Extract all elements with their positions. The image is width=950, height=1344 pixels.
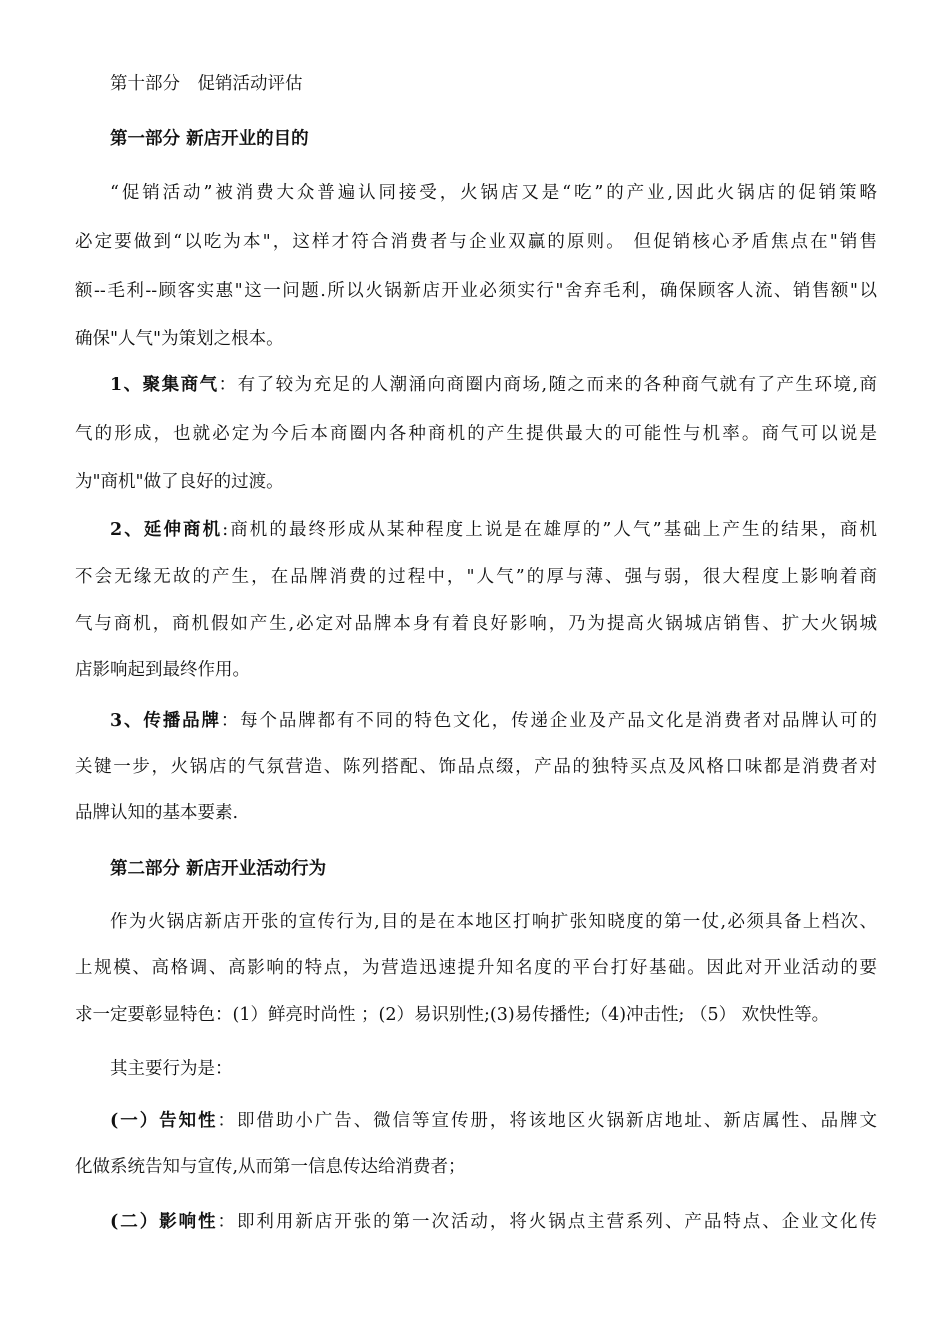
intro-line-1: “促销活动”被消费大众普遍认同接受，火锅店又是“吃”的产业,因此火锅店的促销策略 [110,183,877,203]
intro-line-2: 必定要做到“以吃为本"，这样才符合消费者与企业双赢的原则。 但促销核心矛盾焦点在"销售 [75,232,877,252]
part2-line-1: 作为火锅店新店开张的宣传行为,目的是在本地区打响扩张知晓度的第一仗,必须具备上档次、 [110,912,877,932]
part2-heading: 第二部分 新店开业活动行为 [110,859,327,879]
action1-line-1 [110,1109,877,1133]
part2-line-3: 求一定要彰显特色：(1）鲜亮时尚性 ；(2）易识别性;(3)易传播性;（4)冲击性; （5） 欢快性等。 [75,1005,830,1025]
item2-line-2: 不会无缘无故的产生，在品牌消费的过程中，"人气”的厚与薄、强与弱，很大程度上影响着商 [75,567,877,587]
item2-line-4: 店影响起到最终作用。 [75,660,250,680]
intro-line-3: 额--毛利--顾客实惠"这一问题.所以火锅新店开业必须实行"舍弃毛利，确保顾客人流、销售额"以 [75,281,877,301]
intro-line-4: 确保"人气"为策划之根本。 [75,329,284,349]
item1-label: 1、聚集商气 [110,375,219,395]
item1-text-1: ：有了较为充足的人潮涌向商圈内商场,随之而来的各种商气就有了产生环境,商 [218,375,877,395]
part2-line-2: 上规模、高格调、高影响的特点，为营造迅速提升知名度的平台打好基础。因此对开业活动的要 [75,958,877,978]
item2-label: 2、延伸商机 [110,520,223,540]
main-actions-label: 其主要行为是： [110,1059,233,1079]
item3-text-1: ：每个品牌都有不同的特色文化，传递企业及产品文化是消费者对品牌认可的 [220,711,877,731]
item2-line-1 [110,518,877,542]
item3-line-3: 品牌认知的基本要素. [75,803,239,823]
item2-text-1: :商机的最终形成从某种程度上说是在雄厚的”人气”基础上产生的结果，商机 [222,520,877,540]
item3-line-2: 关键一步，火锅店的气氛营造、陈列搭配、饰品点缀，产品的独特买点及风格口味都是消费者对 [75,757,877,777]
item1-line-2: 气的形成，也就必定为今后本商圈内各种商机的产生提供最大的可能性与机率。商气可以说是 [75,424,877,444]
item2-line-3: 气与商机，商机假如产生,必定对品牌本身有着良好影响，乃为提高火锅城店销售、扩大火锅城 [75,614,877,634]
item3-label: 3、传播品牌 [110,711,221,731]
action2-text-1: ：即利用新店开张的第一次活动，将火锅点主营系列、产品特点、企业文化传 [217,1212,877,1232]
top-title: 第十部分 促销活动评估 [110,74,303,94]
item1-line-1 [110,373,877,397]
part1-heading: 第一部分 新店开业的目的 [110,129,309,149]
item3-line-1 [110,709,877,733]
action1-line-2: 化做系统告知与宣传,从而第一信息传达给消费者； [75,1157,466,1177]
action2-label: (二）影响性 [110,1212,218,1232]
action1-text-1: ：即借助小广告、微信等宣传册，将该地区火锅新店地址、新店属性、品牌文 [217,1111,877,1131]
item1-line-3: 为"商机"做了良好的过渡。 [75,472,284,492]
action2-line-1 [110,1210,877,1234]
action1-label: (一）告知性 [110,1111,218,1131]
